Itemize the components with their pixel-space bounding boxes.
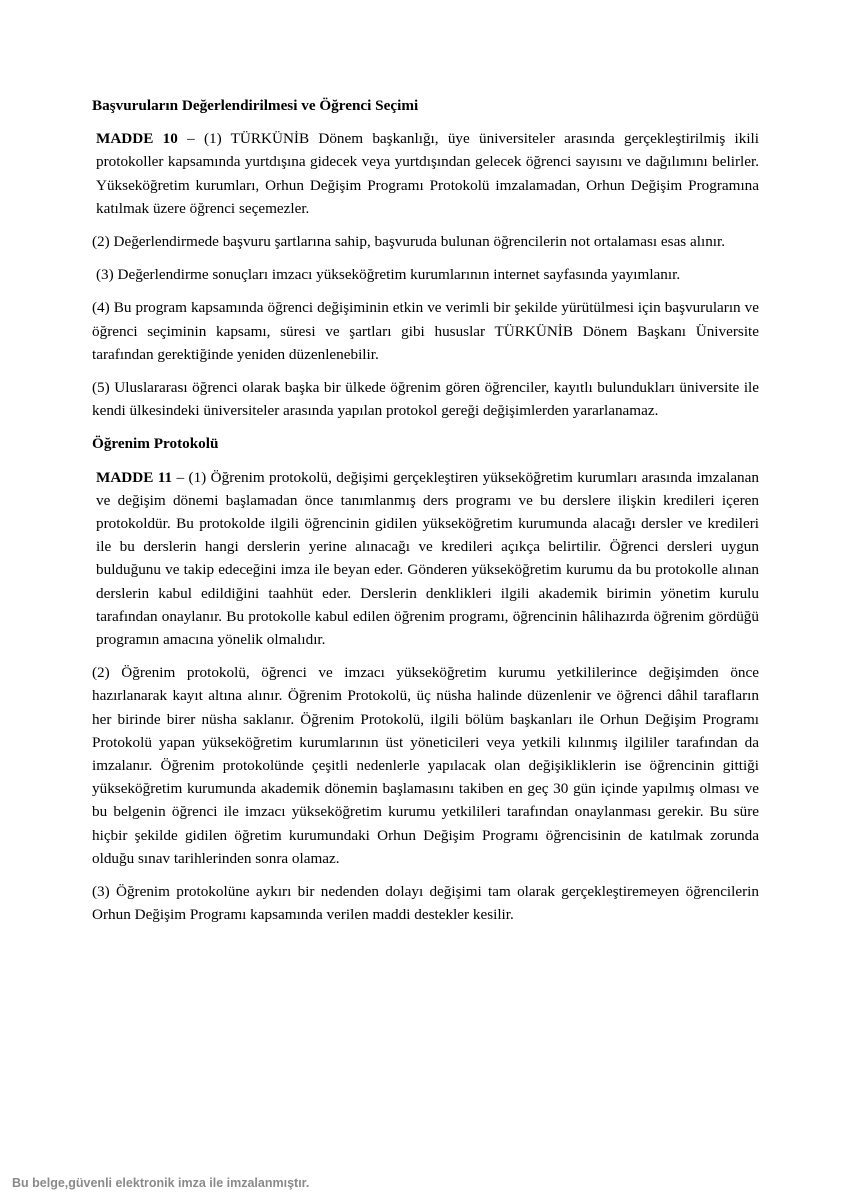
e-signature-footer: Bu belge,güvenli elektronik imza ile imzalanmıştır. (12, 1176, 310, 1190)
article-10-paragraph-5: (5) Uluslararası öğrenci olarak başka bir ülkede öğrenim gören öğrenciler, kayıtlı bulundukları üniversite ile kendi ülkesindeki üniversiteler arasında yapılan protokol gereği değişimlerden yararlanamaz. (92, 379, 759, 420)
article-11-paragraph-3: (3) Öğrenim protokolüne aykırı bir nedenden dolayı değişimi tam olarak gerçekleştiremeyen öğrencilerin Orhun Değişim Programı kapsamında verilen maddi destekler kesilir. (92, 883, 759, 924)
article-11-text: – (1) Öğrenim protokolü, değişimi gerçekleştiren yükseköğretim kurumları arasında imzalanan ve değişim dönemi başlamadan önce tanımlanmış ders programı ve bu derslere ilişkin kredileri içeren protokoldür. Bu protokolde ilgili öğrencinin gidilen yükseköğretim kurumunda alacağı dersler ve kredileri ile bu derslerin hangi derslerin yerine alınacağı ve kredileri açıkça belirtilir. Öğrenci dersleri uygun bulduğunu ve takip edeceğini imza ile beyan eder. Gönderen yükseköğretim kurumu da bu protokolle alınan derslerin kabul edildiğini taahhüt eder. Derslerin denklikleri ilgili akademik birimin yönetim kurulu tarafından onaylanır. Bu protokolle kabul edilen öğrenim programı, öğrencinin hâlihazırda öğrenim gördüğü programın amacına yönelik olmalıdır. (96, 468, 759, 649)
document-page (92, 94, 759, 937)
section-heading-learning-agreement: Öğrenim Protokolü (92, 435, 219, 453)
article-10-paragraph-4: (4) Bu program kapsamında öğrenci değişiminin etkin ve verimli bir şekilde yürütülmesi için başvuruların ve öğrenci seçiminin kapsamı, süresi ve şartları gibi hususlar TÜRKÜNİB Dönem Başkanı Üniversite tarafından gerektiğinde yeniden düzenlenebilir. (92, 299, 759, 363)
article-10-text: – (1) TÜRKÜNİB Dönem başkanlığı, üye üniversiteler arasında gerçekleştirilmiş ikili protokoller kapsamında yurtdışına gidecek veya yurtdışından gelecek öğrenci sayısını ve dağılımını belirler. Yükseköğretim kurumları, Orhun Değişim Programı Protokolü imzalamadan, Orhun Değişim Programına katılmak üzere öğrenci seçemezler. (96, 130, 759, 217)
section-heading-applications: Başvuruların Değerlendirilmesi ve Öğrenci Seçimi (92, 97, 419, 114)
article-10-paragraph-1 (92, 127, 759, 220)
article-10-label: MADDE 10 (96, 130, 178, 148)
article-11-paragraph-2: (2) Öğrenim protokolü, öğrenci ve imzacı yükseköğretim kurumu yetkililerince değişimden önce hazırlanarak kayıt altına alınır. Öğrenim Protokolü, üç nüsha halinde düzenlenir ve öğrenci dâhil tarafların her birinde birer nüsha saklanır. Öğrenim Protokolü, ilgili bölüm başkanları ile Orhun Değişim Programı Protokolü yapan yükseköğretim kurumlarının üst yöneticileri veya yetkili kılınmış ilgililer tarafından da imzalanır. Öğrenim protokolünde çeşitli nedenlerle yapılacak olan değişikliklerin ise öğrencinin gittiği yükseköğretim kurumunda akademik dönemin başlamasını takiben en geç 30 gün içinde yapılmış olması ve bu belgenin öğrenci ile imzacı yükseköğretim kurumu yetkilileri tarafından onaylanması gerekir. Bu süre hiçbir şekilde gidilen öğretim kurumundaki Orhun Değişim Programı öğrencisinin de katılmak zorunda olduğu sınav tarihlerinden sonra olamaz. (92, 664, 759, 867)
article-11-label: MADDE 11 (96, 468, 173, 486)
article-11-paragraph-1 (92, 466, 759, 652)
article-10-paragraph-3: (3) Değerlendirme sonuçları imzacı yükseköğretim kurumlarının internet sayfasında yayımlanır. (96, 266, 681, 284)
article-10-paragraph-2: (2) Değerlendirmede başvuru şartlarına sahip, başvuruda bulunan öğrencilerin not ortalaması esas alınır. (92, 233, 726, 251)
